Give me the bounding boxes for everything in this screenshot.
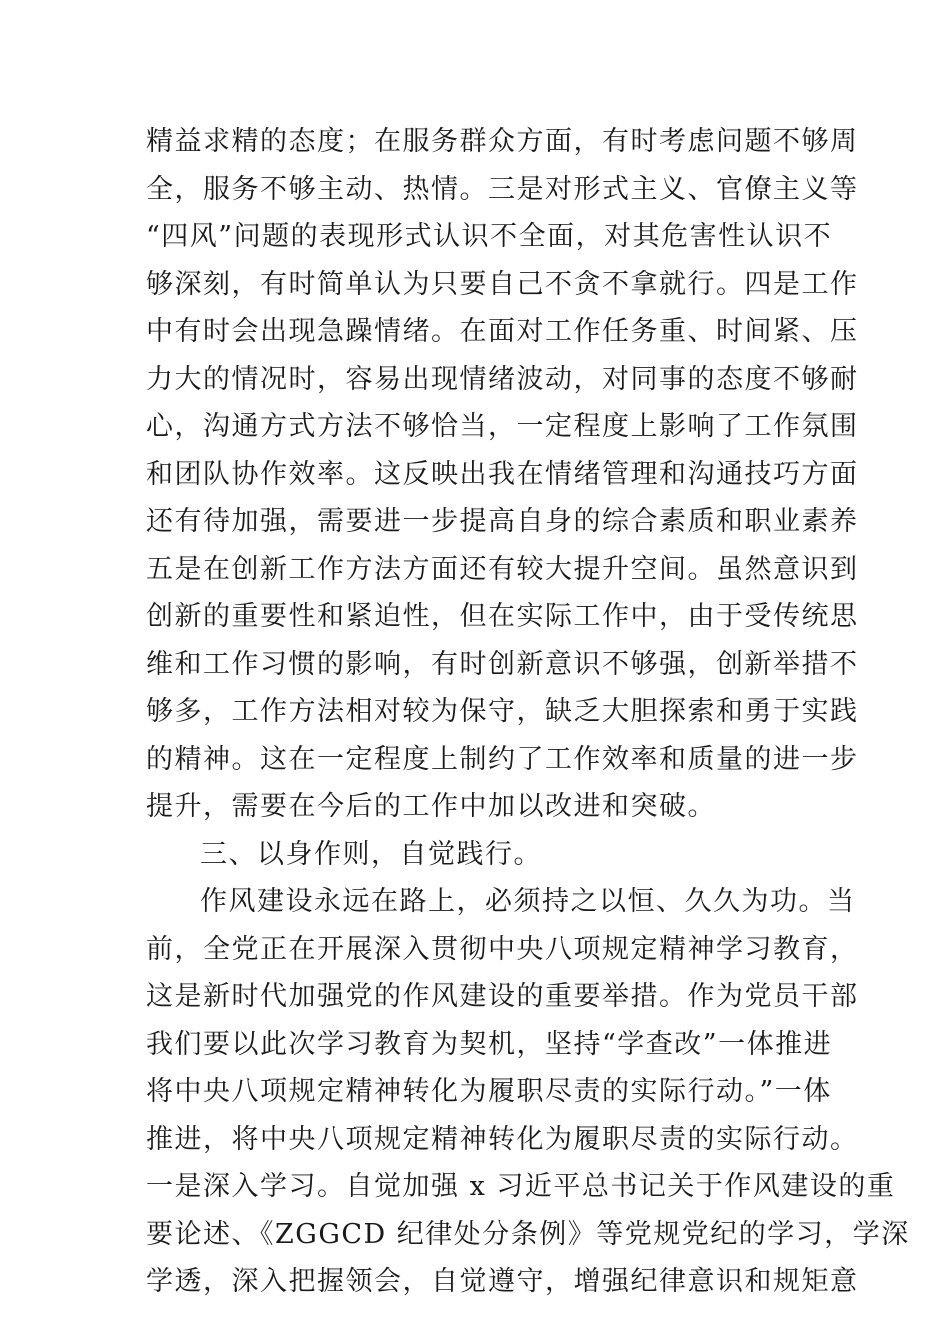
text-line: 将中央八项规定精神转化为履职尽责的实际行动。”一体 (146, 1076, 832, 1107)
text-line: 还有待加强，需要进一步提高自身的综合素质和职业素养 (146, 506, 859, 537)
text-line: 这是新时代加强党的作风建设的重要举措。作为党员干部 (146, 981, 859, 1012)
text-line: 五是在创新工作方法方面还有较大提升空间。虽然意识到 (146, 553, 859, 585)
text-line: 的精神。这在一定程度上制约了工作效率和质量的进一步 (146, 743, 859, 775)
text-line: 学透，深入把握领会，自觉遵守，增强纪律意识和规矩意 (146, 1266, 859, 1297)
text-line: 精益求精的态度；在服务群众方面，有时考虑问题不够周 (146, 126, 859, 157)
text-line: 够多，工作方法相对较为保守，缺乏大胆探索和勇于实践 (146, 696, 859, 727)
text-line: 全，服务不够主动、热情。三是对形式主义、官僚主义等 (146, 173, 859, 205)
text-line: 要论述、《ZGGCD 纪律处分条例》等党规党纪的学习，学深 (146, 1218, 910, 1250)
text-line: 前，全党正在开展深入贯彻中央八项规定精神学习教育， (146, 933, 859, 965)
text-line: 够深刻，有时简单认为只要自己不贪不拿就行。四是工作 (146, 268, 859, 300)
text-line: 力大的情况时，容易出现情绪波动，对同事的态度不够耐 (146, 363, 859, 395)
document-body (146, 118, 910, 1306)
text-line: 作风建设永远在路上，必须持之以恒、久久为功。当 (200, 886, 856, 917)
text-line: 我们要以此次学习教育为契机，坚持“学查改”一体推进 (146, 1028, 833, 1060)
text-line: 和团队协作效率。这反映出我在情绪管理和沟通技巧方面 (146, 458, 859, 490)
text-line: 提升，需要在今后的工作中加以改进和突破。 (146, 791, 716, 822)
text-line: 中有时会出现急躁情绪。在面对工作任务重、时间紧、压 (146, 316, 859, 347)
text-line: 三、以身作则，自觉践行。 (200, 838, 542, 870)
text-line: 心，沟通方式方法不够恰当，一定程度上影响了工作氛围 (146, 411, 859, 442)
text-line: 创新的重要性和紧迫性，但在实际工作中，由于受传统思 (146, 601, 859, 632)
text-line: 一是深入学习。自觉加强 x 习近平总书记关于作风建设的重 (146, 1171, 896, 1202)
text-line: 维和工作习惯的影响，有时创新意识不够强，创新举措不 (146, 648, 859, 680)
text-line: “四风”问题的表现形式认识不全面，对其危害性认识不 (146, 221, 833, 252)
text-line: 推进，将中央八项规定精神转化为履职尽责的实际行动。 (146, 1123, 859, 1155)
